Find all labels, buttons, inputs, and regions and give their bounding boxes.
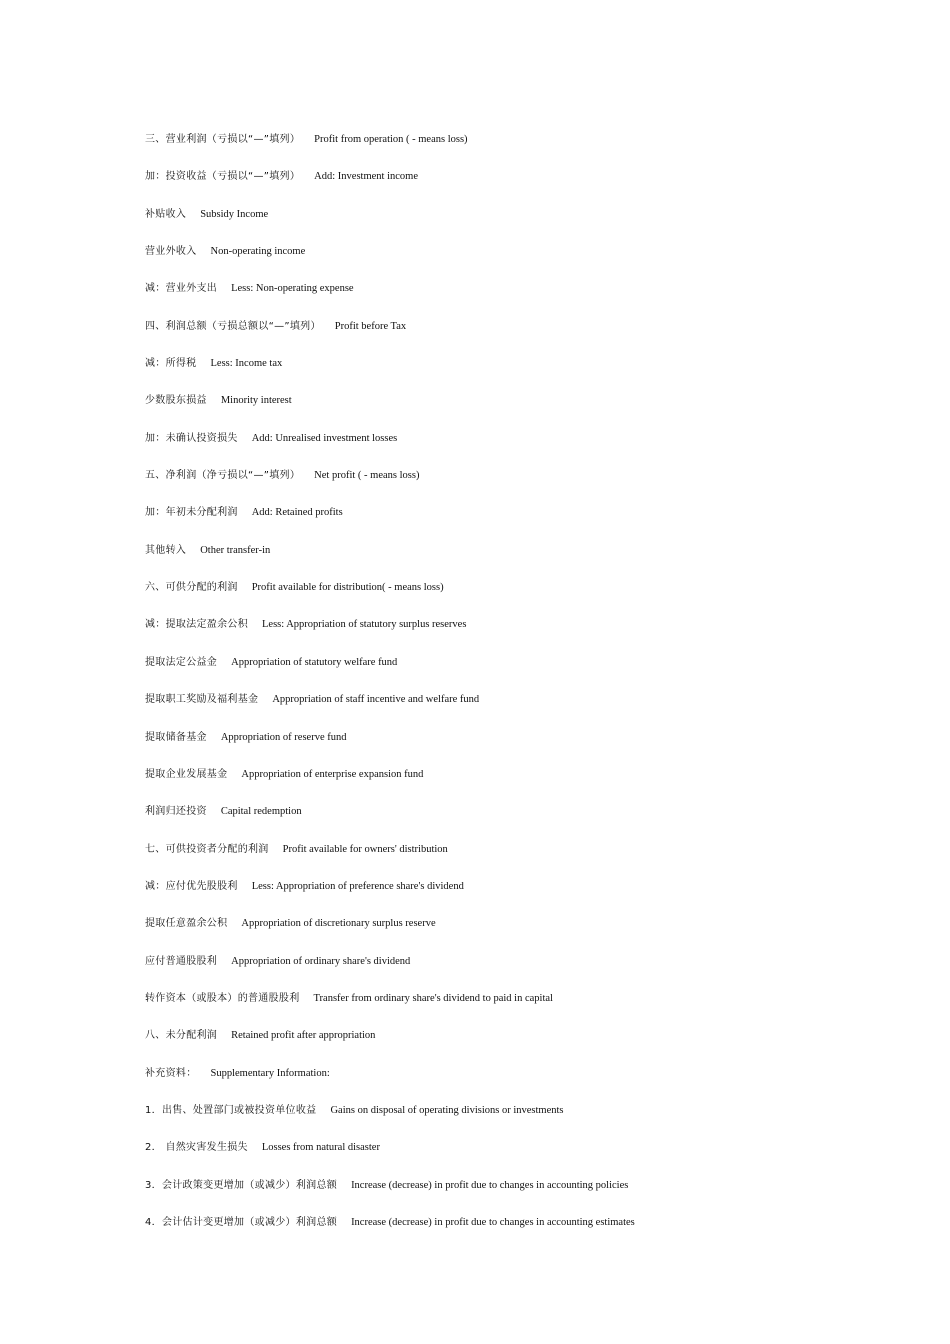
chinese-term: 加：投资收益（亏损以“—”填列） bbox=[145, 171, 301, 183]
chinese-term: 加：未确认投资损失 bbox=[145, 432, 238, 444]
chinese-term: 2． 自然灾害发生损失 bbox=[145, 1142, 248, 1154]
english-term: Supplementary Information: bbox=[210, 1067, 330, 1079]
english-term: Other transfer-in bbox=[200, 544, 271, 556]
term-line bbox=[145, 915, 905, 952]
english-term: Retained profit after appropriation bbox=[231, 1030, 376, 1042]
english-term: Increase (decrease) in profit due to changes in accounting policies bbox=[351, 1179, 629, 1191]
chinese-term: 三、营业利润（亏损以“—”填列） bbox=[145, 134, 301, 145]
english-term: Add: Unrealised investment losses bbox=[251, 432, 398, 444]
chinese-term: 利润归还投资 bbox=[145, 806, 207, 818]
term-line bbox=[145, 766, 905, 803]
term-line bbox=[145, 803, 905, 840]
chinese-term: 1．出售、处置部门或被投资单位收益 bbox=[145, 1104, 317, 1116]
chinese-term: 应付普通股股利 bbox=[145, 955, 218, 967]
chinese-term: 补贴收入 bbox=[145, 208, 187, 220]
english-term: Appropriation of ordinary share's dividend bbox=[231, 955, 411, 967]
english-term: Appropriation of statutory welfare fund bbox=[231, 656, 398, 668]
term-line bbox=[145, 654, 905, 691]
english-term: Transfer from ordinary share's dividend to paid in capital bbox=[313, 992, 553, 1004]
chinese-term: 减：应付优先股股利 bbox=[145, 880, 238, 892]
term-line bbox=[145, 1139, 905, 1176]
english-term: Add: Retained profits bbox=[251, 507, 343, 519]
term-line bbox=[145, 1214, 905, 1251]
english-term: Less: Income tax bbox=[210, 358, 283, 370]
term-line bbox=[145, 392, 905, 429]
chinese-term: 少数股东损益 bbox=[145, 395, 207, 407]
chinese-term: 转作资本（或股本）的普通股股利 bbox=[145, 992, 300, 1004]
term-line bbox=[145, 691, 905, 728]
english-term: Profit before Tax bbox=[334, 320, 407, 332]
term-line bbox=[145, 131, 905, 168]
term-line bbox=[145, 467, 905, 504]
chinese-term: 提取职工奖励及福利基金 bbox=[145, 694, 259, 706]
english-term: Appropriation of staff incentive and welfare fund bbox=[272, 694, 480, 706]
term-line bbox=[145, 355, 905, 392]
chinese-term: 减：营业外支出 bbox=[145, 283, 218, 295]
chinese-term: 四、利润总额（亏损总额以“—”填列） bbox=[145, 320, 321, 332]
english-term: Add: Investment income bbox=[314, 171, 418, 183]
term-line bbox=[145, 841, 905, 878]
english-term: Less: Appropriation of statutory surplus reserves bbox=[262, 619, 467, 631]
english-term: Increase (decrease) in profit due to changes in accounting estimates bbox=[351, 1216, 635, 1228]
chinese-term: 五、净利润（净亏损以“—”填列） bbox=[145, 470, 301, 482]
term-line bbox=[145, 1102, 905, 1139]
term-line bbox=[145, 430, 905, 467]
chinese-term: 提取储备基金 bbox=[145, 731, 207, 743]
chinese-term: 七、可供投资者分配的利润 bbox=[145, 843, 269, 855]
english-term: Non-operating income bbox=[210, 246, 306, 258]
term-line bbox=[145, 1065, 905, 1102]
chinese-term: 提取法定公益金 bbox=[145, 656, 218, 668]
term-line bbox=[145, 616, 905, 653]
term-line bbox=[145, 318, 905, 355]
chinese-term: 4．会计估计变更增加（或减少）利润总额 bbox=[145, 1216, 338, 1228]
term-line bbox=[145, 280, 905, 317]
english-term: Losses from natural disaster bbox=[261, 1142, 380, 1154]
term-line bbox=[145, 504, 905, 541]
term-line bbox=[145, 1177, 905, 1214]
chinese-term: 提取任意盈余公积 bbox=[145, 918, 228, 930]
term-line bbox=[145, 953, 905, 990]
english-term: Less: Appropriation of preference share's dividend bbox=[251, 880, 464, 892]
term-line bbox=[145, 579, 905, 616]
english-term: Profit available for owners' distribution bbox=[282, 843, 448, 855]
english-term: Capital redemption bbox=[220, 806, 302, 818]
chinese-term: 六、可供分配的利润 bbox=[145, 582, 238, 594]
chinese-term: 减：提取法定盈余公积 bbox=[145, 619, 248, 631]
term-line bbox=[145, 990, 905, 1027]
chinese-term: 3．会计政策变更增加（或减少）利润总额 bbox=[145, 1179, 338, 1191]
chinese-term: 八、未分配利润 bbox=[145, 1030, 218, 1042]
term-line bbox=[145, 729, 905, 766]
english-term: Profit from operation ( - means loss) bbox=[314, 134, 468, 145]
chinese-term: 减：所得税 bbox=[145, 358, 197, 370]
english-term: Profit available for distribution( - means loss) bbox=[251, 582, 444, 594]
english-term: Appropriation of discretionary surplus reserve bbox=[241, 918, 436, 930]
chinese-term: 提取企业发展基金 bbox=[145, 768, 228, 780]
english-term: Minority interest bbox=[220, 395, 292, 407]
income-statement-terms bbox=[145, 131, 905, 1251]
english-term: Subsidy Income bbox=[200, 208, 269, 220]
term-line bbox=[145, 542, 905, 579]
term-line bbox=[145, 243, 905, 280]
english-term: Appropriation of enterprise expansion fund bbox=[241, 768, 424, 780]
term-line bbox=[145, 206, 905, 243]
chinese-term: 加：年初未分配利润 bbox=[145, 507, 238, 519]
english-term: Less: Non-operating expense bbox=[231, 283, 354, 295]
english-term: Gains on disposal of operating divisions or investments bbox=[330, 1104, 564, 1116]
term-line bbox=[145, 1027, 905, 1064]
english-term: Net profit ( - means loss) bbox=[314, 470, 420, 482]
chinese-term: 其他转入 bbox=[145, 544, 187, 556]
english-term: Appropriation of reserve fund bbox=[220, 731, 347, 743]
chinese-term: 营业外收入 bbox=[145, 246, 197, 258]
term-line bbox=[145, 878, 905, 915]
chinese-term: 补充资料： bbox=[145, 1067, 197, 1079]
term-line bbox=[145, 168, 905, 205]
